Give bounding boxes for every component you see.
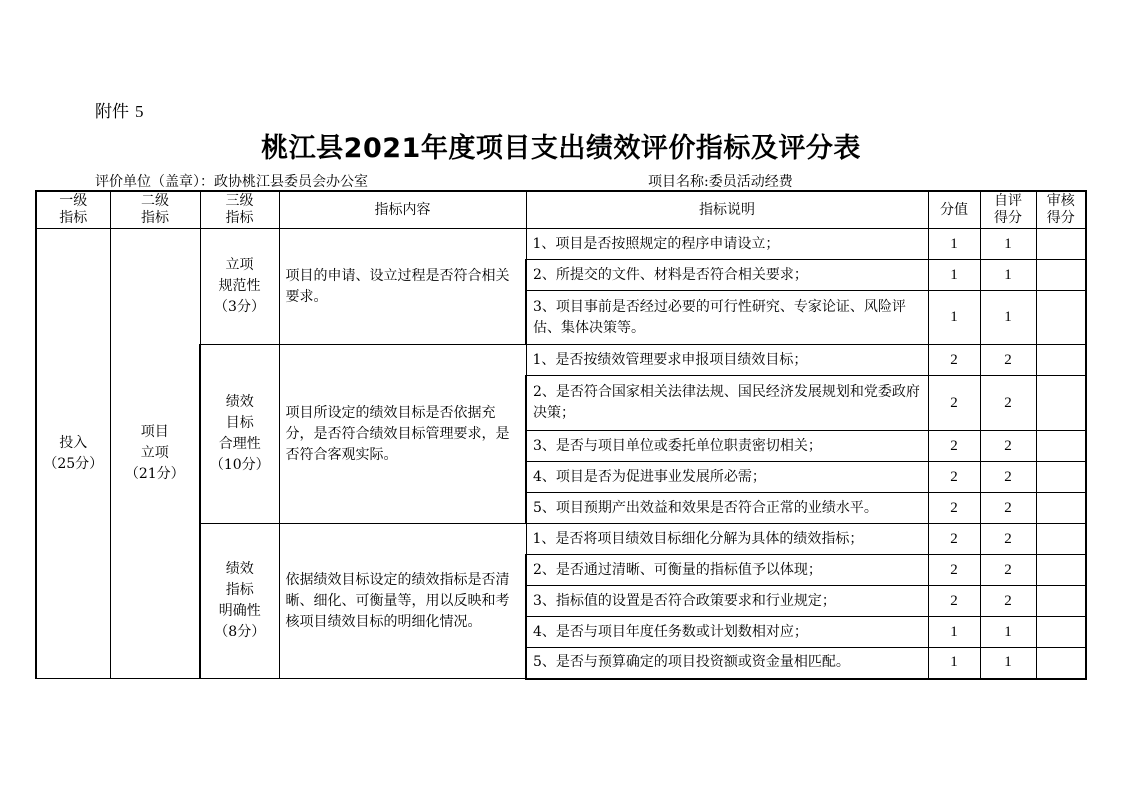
header-self-score: 自评 得分 — [980, 191, 1036, 229]
attachment-label — [95, 97, 144, 122]
page-title: 桃江县2021年度项目支出绩效评价指标及评分表 — [261, 133, 861, 164]
score-cell: 2 — [928, 376, 980, 431]
table-header-row — [36, 191, 1086, 229]
evaluation-table — [35, 190, 1087, 680]
audit-score-cell — [1036, 462, 1086, 493]
self-score-cell: 2 — [980, 493, 1036, 524]
content-cell: 项目的申请、设立过程是否符合相关要求。 — [279, 229, 526, 345]
score-cell: 1 — [928, 229, 980, 260]
audit-score-cell — [1036, 260, 1086, 291]
self-score-cell: 1 — [980, 648, 1036, 679]
self-score-cell: 2 — [980, 462, 1036, 493]
table-row — [36, 229, 1086, 260]
evaluator-unit: 评价单位（盖章）：政协桃江县委员会办公室 — [95, 174, 368, 190]
description-cell: 3、项目事前是否经过必要的可行性研究、专家论证、风险评估、集体决策等。 — [526, 291, 928, 345]
content-cell: 依据绩效目标设定的绩效指标是否清晰、细化、可衡量等，用以反映和考核项目绩效目标的明细化情况。 — [279, 524, 526, 679]
header-audit-score: 审核 得分 — [1036, 191, 1086, 229]
description-cell: 4、项目是否为促进事业发展所必需； — [526, 462, 928, 493]
score-cell: 2 — [928, 586, 980, 617]
self-score-cell: 1 — [980, 229, 1036, 260]
score-cell: 2 — [928, 493, 980, 524]
header-score: 分值 — [928, 191, 980, 229]
description-cell: 4、是否与项目年度任务数或计划数相对应； — [526, 617, 928, 648]
content-cell: 项目所设定的绩效目标是否依据充分，是否符合绩效目标管理要求，是否符合客观实际。 — [279, 345, 526, 524]
score-cell: 1 — [928, 648, 980, 679]
description-cell: 1、是否按绩效管理要求申报项目绩效目标； — [526, 345, 928, 376]
level3-cell: 绩效 指标 明确性 （8分） — [200, 524, 279, 679]
self-score-cell: 1 — [980, 260, 1036, 291]
score-cell: 2 — [928, 555, 980, 586]
header-level3: 三级 指标 — [200, 191, 279, 229]
attachment-text: 附件 — [95, 102, 129, 122]
description-cell: 3、是否与项目单位或委托单位职责密切相关； — [526, 431, 928, 462]
score-cell: 1 — [928, 617, 980, 648]
self-score-cell: 2 — [980, 586, 1036, 617]
self-score-cell: 2 — [980, 431, 1036, 462]
description-cell: 3、指标值的设置是否符合政策要求和行业规定； — [526, 586, 928, 617]
score-cell: 2 — [928, 462, 980, 493]
audit-score-cell — [1036, 291, 1086, 345]
description-cell: 2、所提交的文件、材料是否符合相关要求； — [526, 260, 928, 291]
audit-score-cell — [1036, 493, 1086, 524]
self-score-cell: 1 — [980, 617, 1036, 648]
score-cell: 2 — [928, 431, 980, 462]
level2-cell: 项目 立项 （21分） — [110, 229, 200, 679]
header-level2: 二级 指标 — [110, 191, 200, 229]
audit-score-cell — [1036, 345, 1086, 376]
description-cell: 2、是否符合国家相关法律法规、国民经济发展规划和党委政府决策； — [526, 376, 928, 431]
description-cell: 5、项目预期产出效益和效果是否符合正常的业绩水平。 — [526, 493, 928, 524]
attachment-number: 5 — [135, 102, 144, 121]
self-score-cell: 2 — [980, 555, 1036, 586]
audit-score-cell — [1036, 617, 1086, 648]
header-description: 指标说明 — [526, 191, 928, 229]
level1-cell: 投入 （25分） — [36, 229, 110, 679]
description-cell: 1、是否将项目绩效目标细化分解为具体的绩效指标； — [526, 524, 928, 555]
level3-cell: 绩效 目标 合理性 （10分） — [200, 345, 279, 524]
audit-score-cell — [1036, 648, 1086, 679]
audit-score-cell — [1036, 376, 1086, 431]
level3-cell: 立项 规范性 （3分） — [200, 229, 279, 345]
self-score-cell: 2 — [980, 524, 1036, 555]
score-cell: 1 — [928, 291, 980, 345]
score-cell: 2 — [928, 345, 980, 376]
score-cell: 1 — [928, 260, 980, 291]
score-cell: 2 — [928, 524, 980, 555]
audit-score-cell — [1036, 229, 1086, 260]
description-cell: 1、项目是否按照规定的程序申请设立； — [526, 229, 928, 260]
self-score-cell: 1 — [980, 291, 1036, 345]
description-cell: 2、是否通过清晰、可衡量的指标值予以体现； — [526, 555, 928, 586]
self-score-cell: 2 — [980, 345, 1036, 376]
audit-score-cell — [1036, 555, 1086, 586]
audit-score-cell — [1036, 586, 1086, 617]
header-content: 指标内容 — [279, 191, 526, 229]
audit-score-cell — [1036, 524, 1086, 555]
description-cell: 5、是否与预算确定的项目投资额或资金量相匹配。 — [526, 648, 928, 679]
audit-score-cell — [1036, 431, 1086, 462]
self-score-cell: 2 — [980, 376, 1036, 431]
header-level1: 一级 指标 — [36, 191, 110, 229]
project-name: 项目名称:委员活动经费 — [648, 174, 793, 190]
